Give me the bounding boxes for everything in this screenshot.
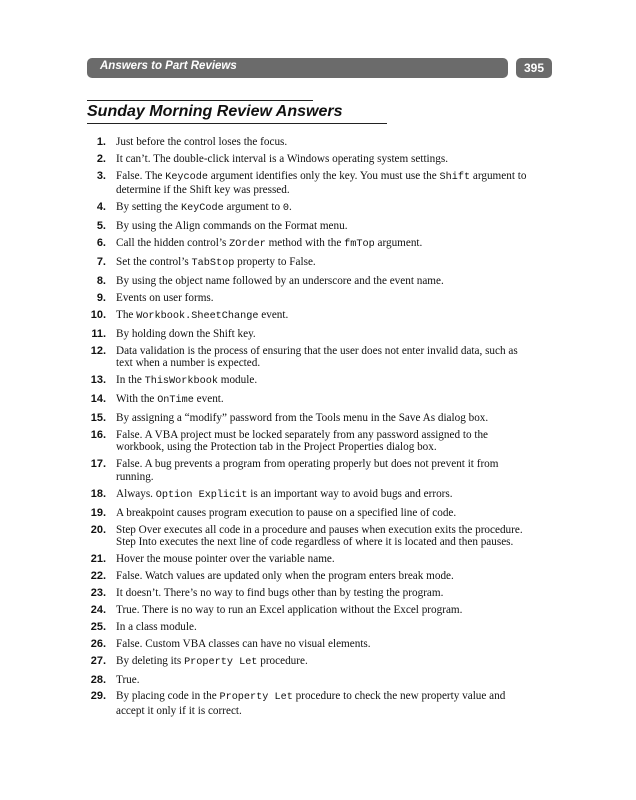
answer-number: 15. (90, 411, 106, 424)
answer-text-segment: Always. (116, 487, 156, 500)
answer-number: 24. (90, 604, 106, 616)
answer-text-segment: By setting the (116, 201, 181, 214)
answer-number: 8. (96, 274, 106, 287)
code-term: Option Explicit (155, 489, 248, 501)
answer-number: 20. (90, 523, 106, 536)
answer-text (116, 458, 498, 483)
answer-text-segment: event. (193, 392, 224, 405)
answer-item (80, 604, 530, 617)
answer-text (116, 136, 287, 148)
answer-item (80, 275, 530, 288)
answer-text (116, 621, 197, 633)
answer-item (80, 553, 530, 566)
answer-item (80, 458, 530, 483)
answer-item (80, 621, 530, 634)
answer-text (116, 429, 488, 454)
section-rule (87, 100, 313, 101)
answer-text (116, 507, 456, 519)
answer-text-segment: Call the hidden control’s (116, 237, 230, 250)
answer-item (80, 153, 530, 166)
answer-text (116, 256, 316, 268)
answer-item (80, 393, 530, 408)
answer-text (116, 690, 505, 717)
answer-text-segment: module. (217, 374, 258, 387)
answer-number: 4. (96, 201, 106, 214)
answer-text (116, 604, 462, 616)
answer-number: 28. (90, 673, 106, 686)
answer-item (80, 309, 530, 324)
code-term: 0 (282, 203, 290, 215)
answer-text-segment: procedure to check the new property value and accept it only if it is correct. (116, 690, 506, 718)
answer-text-segment: False. The (116, 169, 166, 182)
answer-text-segment: By using the object name followed by an underscore and the event name. (116, 274, 444, 287)
answer-number: 10. (90, 308, 106, 321)
answer-item (80, 429, 530, 454)
answer-text-segment: It can’t. The double-click interval is a Windows operating system settings. (116, 152, 448, 165)
answer-number: 21. (90, 553, 106, 566)
answer-item (80, 690, 530, 717)
answer-text (116, 328, 256, 340)
code-term: ZOrder (229, 239, 266, 251)
answer-text (116, 488, 453, 500)
answer-item (80, 507, 530, 520)
answer-item (80, 237, 530, 252)
answer-number: 17. (90, 458, 106, 471)
answer-text-segment: True. (116, 673, 140, 686)
answer-text-segment: Set the control’s (116, 256, 192, 269)
answer-number: 12. (90, 344, 106, 357)
code-term: Property Let (219, 692, 293, 704)
answer-text (116, 153, 448, 165)
answer-item (80, 328, 530, 341)
answer-text (116, 309, 288, 321)
answer-number: 9. (96, 291, 106, 304)
answer-text (116, 237, 422, 249)
page-number: 395 (516, 58, 552, 78)
code-term: Workbook.SheetChange (136, 310, 259, 322)
answer-number: 18. (90, 487, 106, 500)
answer-text-segment: By deleting its (116, 654, 185, 667)
answer-text-segment: It doesn’t. There’s no way to find bugs other than by testing the program. (116, 587, 444, 600)
answer-text (116, 345, 518, 370)
answer-number: 6. (96, 237, 106, 250)
answer-text (116, 553, 335, 565)
answer-text-segment: Data validation is the process of ensuring that the user does not enter invalid data, such as text when a number is expected. (116, 344, 518, 370)
answer-text-segment: . (289, 201, 292, 214)
answer-text-segment: argument identifies only the key. You must use the (208, 169, 440, 182)
answer-text-segment: Just before the control loses the focus. (116, 136, 288, 148)
answer-item (80, 345, 530, 370)
answer-number: 16. (90, 428, 106, 441)
running-header-bar (87, 58, 508, 78)
section-title: Sunday Morning Review Answers (87, 103, 387, 124)
answer-number: 5. (96, 220, 106, 233)
answer-number: 26. (90, 637, 106, 650)
code-term: fmTop (344, 239, 375, 251)
answer-number: 7. (96, 256, 106, 269)
answer-number: 19. (90, 506, 106, 519)
code-term: Shift (439, 171, 471, 183)
answer-text (116, 170, 526, 197)
answer-text (116, 587, 443, 599)
answer-text-segment: False. A bug prevents a program from operating properly but does not prevent it from running. (116, 458, 499, 484)
answer-text-segment: By holding down the Shift key. (116, 327, 256, 340)
answer-text-segment: method with the (265, 237, 345, 250)
answer-text (116, 570, 454, 582)
answer-text-segment: False. A VBA project must be locked separately from any password assigned to the workbook, using the Protection tab in the Project Properties dialog box. (116, 428, 489, 454)
answer-number: 3. (96, 169, 106, 182)
answer-text-segment: Step Over executes all code in a procedure and pauses when execution exits the procedure. Step Into executes the next line of code regardless of where it is located and then pauses. (116, 523, 523, 549)
answer-text-segment: In a class module. (116, 620, 197, 633)
answer-item (80, 201, 530, 216)
answer-text-segment: Events on user forms. (116, 291, 214, 304)
answer-item (80, 655, 530, 670)
answer-number: 1. (96, 136, 106, 148)
answer-number: 11. (91, 327, 106, 340)
answer-item (80, 638, 530, 651)
answer-text (116, 220, 348, 232)
answer-number: 25. (90, 620, 106, 633)
answer-text (116, 412, 488, 424)
answer-item (80, 220, 530, 233)
code-term: KeyCode (180, 203, 224, 215)
answer-text-segment: argument to (223, 201, 283, 214)
answer-text (116, 655, 308, 667)
answer-item (80, 524, 530, 549)
answer-text (116, 275, 444, 287)
answer-text-segment: procedure. (257, 654, 308, 667)
answer-text-segment: By placing code in the (116, 690, 220, 703)
answer-item (80, 674, 530, 687)
answer-text-segment: argument. (374, 237, 423, 250)
answer-text-segment: False. Watch values are updated only when the program enters break mode. (116, 570, 454, 583)
answer-text-segment: Hover the mouse pointer over the variable name. (116, 553, 335, 566)
answer-text-segment: True. There is no way to run an Excel application without the Excel program. (116, 604, 463, 616)
answer-number: 13. (90, 374, 106, 387)
answer-text (116, 201, 292, 213)
answer-number: 22. (90, 570, 106, 583)
answer-text (116, 374, 257, 386)
answer-text-segment: event. (258, 308, 289, 321)
answer-item (80, 292, 530, 305)
answer-text-segment: property to False. (234, 256, 316, 269)
code-term: Keycode (165, 171, 208, 183)
answer-number: 2. (96, 152, 106, 165)
answer-number: 27. (90, 654, 106, 667)
answer-text (116, 674, 140, 686)
answer-item (80, 488, 530, 503)
answer-item (80, 412, 530, 425)
answer-number: 23. (90, 587, 106, 600)
answer-text-segment: is an important way to avoid bugs and errors. (247, 487, 453, 500)
code-term: OnTime (157, 394, 194, 406)
answer-number: 14. (90, 392, 106, 405)
answer-number: 29. (90, 690, 106, 703)
running-header-title: Answers to Part Reviews (100, 60, 237, 72)
answer-item (80, 170, 530, 197)
answer-text (116, 638, 371, 650)
answer-text (116, 393, 224, 405)
answer-text-segment: In the (116, 374, 145, 387)
code-term: TabStop (191, 258, 235, 270)
answer-text-segment: The (116, 308, 137, 321)
code-term: ThisWorkbook (144, 376, 218, 388)
answer-text-segment: argument to determine if the Shift key was pressed. (116, 169, 527, 197)
answer-text (116, 524, 523, 549)
answer-text-segment: False. Custom VBA classes can have no visual elements. (116, 637, 371, 650)
answers-list (80, 136, 530, 722)
answer-text-segment: With the (116, 392, 158, 405)
answer-item (80, 256, 530, 271)
answer-text-segment: By assigning a “modify” password from the Tools menu in the Save As dialog box. (116, 411, 489, 424)
answer-text (116, 292, 214, 304)
answer-item (80, 374, 530, 389)
answer-item (80, 570, 530, 583)
code-term: Property Let (184, 656, 258, 668)
answer-item (80, 587, 530, 600)
answer-text-segment: A breakpoint causes program execution to pause on a specified line of code. (116, 506, 457, 519)
answer-text-segment: By using the Align commands on the Format menu. (116, 220, 348, 233)
answer-item (80, 136, 530, 149)
